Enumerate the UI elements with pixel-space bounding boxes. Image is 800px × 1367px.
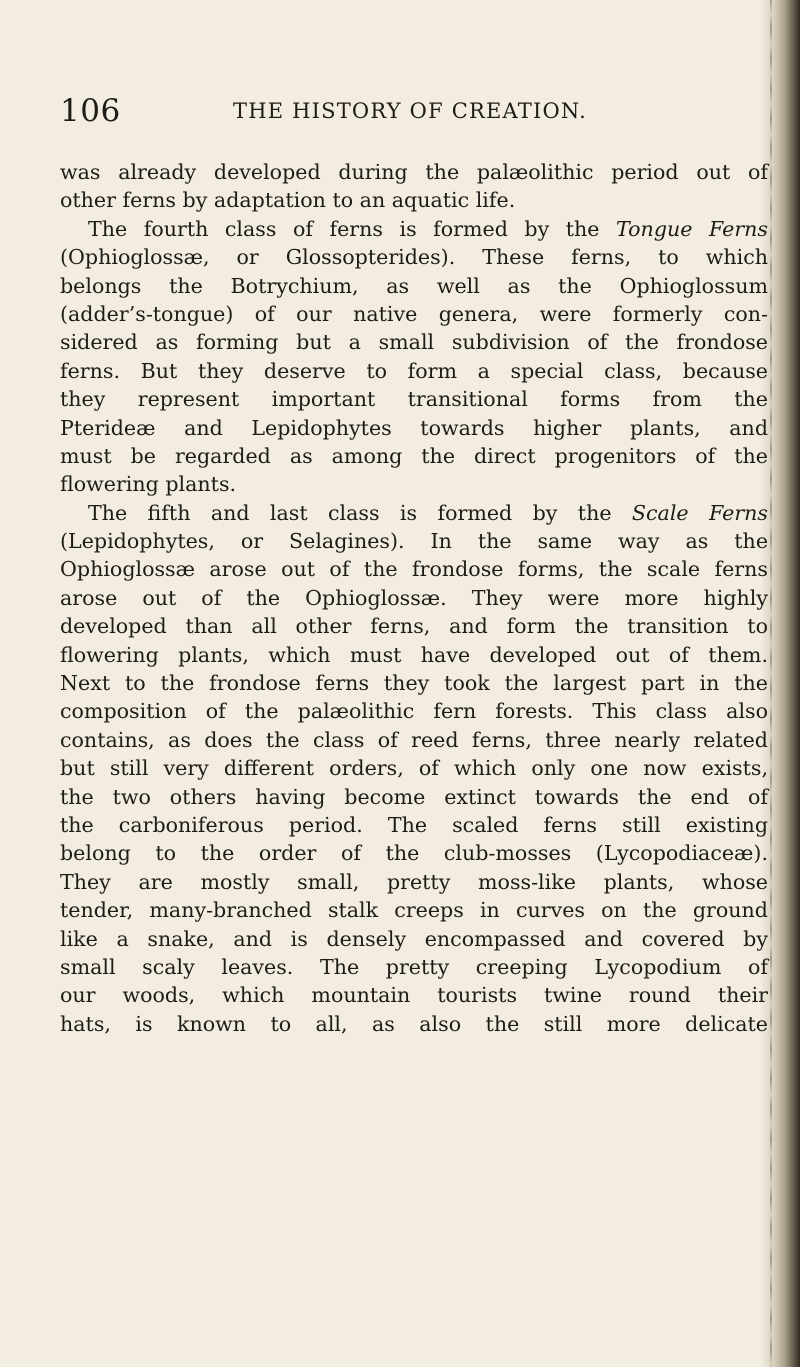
text-line: they represent important transitional forms from the [60, 387, 768, 412]
text-run: The fourth class of ferns is formed by the [88, 216, 617, 241]
text-line: must be regarded as among the direct progenitors of the [60, 443, 768, 468]
italic-term: Tongue Ferns [616, 216, 768, 241]
text-line: arose out of the Ophioglossæ. They were more highly [60, 585, 768, 610]
text-line: other ferns by adaptation to an aquatic life. [60, 188, 516, 213]
text-line: (adder’s-tongue) of our native genera, were formerly con- [60, 301, 768, 326]
text-run: The fifth and last class is formed by the [88, 500, 632, 525]
page-header [60, 93, 740, 133]
page-number: 106 [60, 93, 121, 129]
text-line: (Ophioglossæ, or Glossopterides). These ferns, to which [60, 245, 768, 270]
text-line: the two others having become extinct towards the end of [60, 784, 768, 809]
text-line: the carboniferous period. The scaled ferns still existing [60, 812, 768, 837]
italic-term: Scale Ferns [631, 500, 769, 525]
text-line: was already developed during the palæolithic period out of [60, 160, 768, 184]
text-line: our woods, which mountain tourists twine round their [60, 983, 768, 1008]
text-line: tender, many-branched stalk creeps in curves on the ground [60, 898, 768, 923]
text-line: like a snake, and is densely encompassed and covered by [60, 926, 768, 951]
text-line: belong to the order of the club-mosses (Lycopodiaceæ). [60, 841, 768, 866]
text-line: contains, as does the class of reed ferns, three nearly related [60, 727, 768, 752]
text-line: composition of the palæolithic fern forests. This class also [60, 699, 768, 724]
text-line: Next to the frondose ferns they took the largest part in the [60, 671, 768, 696]
text-line: flowering plants, which must have developed out of them. [60, 642, 768, 667]
text-line: Ophioglossæ arose out of the frondose forms, the scale ferns [60, 557, 768, 582]
text-line: small scaly leaves. The pretty creeping Lycopodium of [60, 954, 768, 979]
text-line: developed than all other ferns, and form the transition to [60, 614, 768, 639]
text-line: belongs the Botrychium, as well as the Ophioglossum [60, 273, 768, 298]
text-line [60, 499, 768, 527]
text-line: hats, is known to all, as also the still more delicate [60, 1011, 768, 1036]
text-line: (Lepidophytes, or Selagines). In the same way as the [60, 529, 768, 554]
running-head: THE HISTORY OF CREATION. [233, 99, 587, 123]
text-line: ferns. But they deserve to form a special class, because [60, 358, 768, 383]
text-line: sidered as forming but a small subdivision of the frondose [60, 330, 768, 355]
text-line [60, 215, 768, 243]
text-line: Pterideæ and Lepidophytes towards higher plants, and [60, 415, 768, 440]
text-line: flowering plants. [60, 472, 237, 497]
text-line: They are mostly small, pretty moss-like plants, whose [60, 869, 768, 894]
text-line: but still very different orders, of which only one now exists, [60, 756, 768, 781]
body-text [60, 158, 768, 1038]
